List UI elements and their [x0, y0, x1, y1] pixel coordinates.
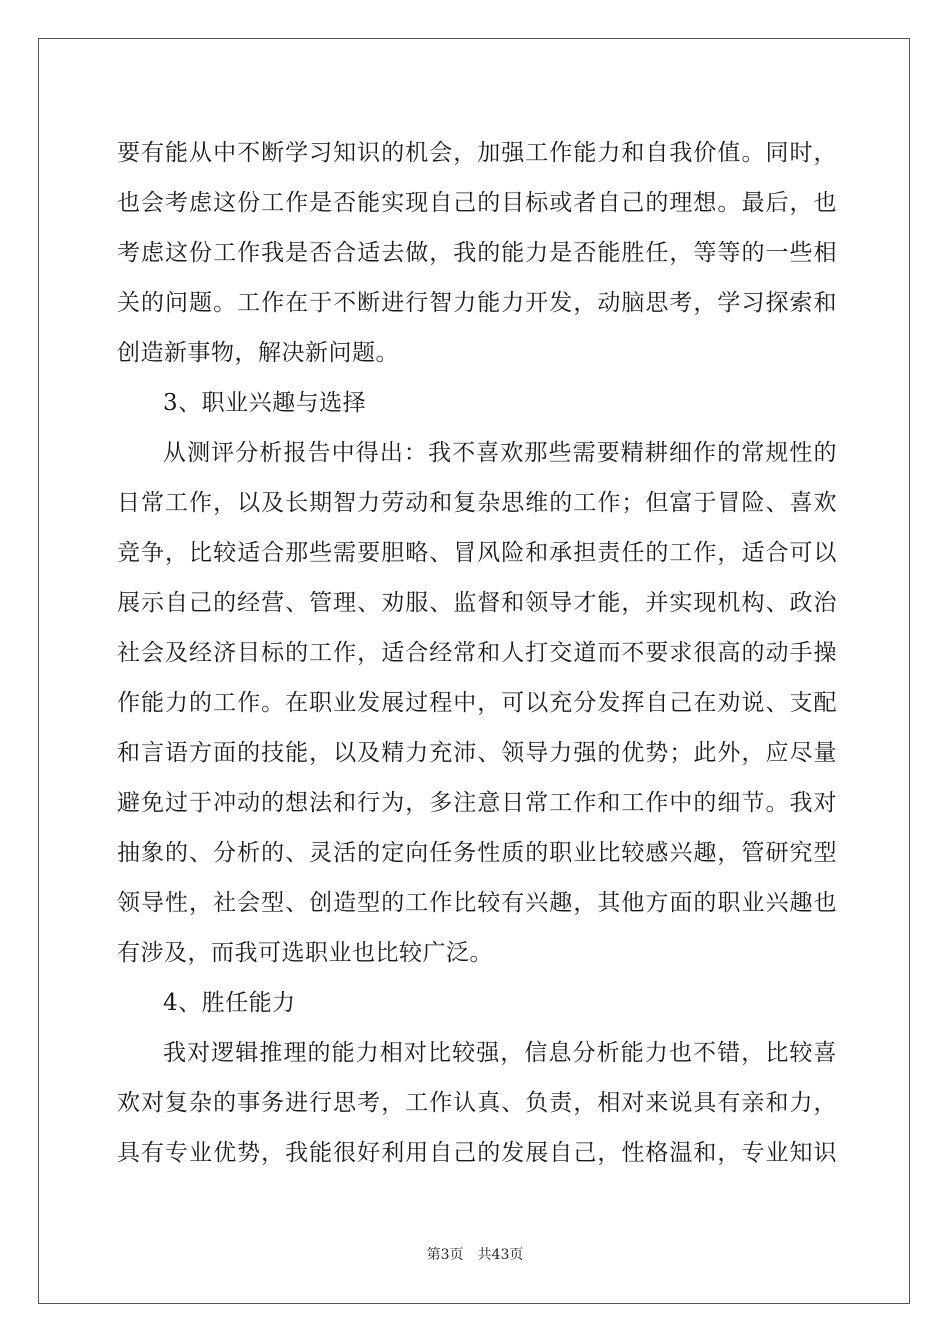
text-line: 抽象的、分析的、灵活的定向任务性质的职业比较感兴趣，管研究型 — [117, 840, 837, 866]
page-total: 共43页 — [477, 1247, 524, 1263]
text-line: 也会考虑这份工作是否能实现自己的目标或者自己的理想。最后，也 — [117, 190, 837, 216]
text-line: 具有专业优势，我能很好利用自己的发展自己，性格温和，专业知识 — [117, 1140, 837, 1166]
text-line: 从测评分析报告中得出：我不喜欢那些需要精耕细作的常规性的 — [163, 440, 837, 466]
text-line: 和言语方面的技能，以及精力充沛、领导力强的优势；此外，应尽量 — [117, 740, 837, 766]
text-line: 欢对复杂的事务进行思考，工作认真、负责，相对来说具有亲和力， — [117, 1090, 837, 1116]
page-number: 第3页 — [426, 1247, 464, 1263]
text-line: 有涉及，而我可选职业也比较广泛。 — [117, 940, 493, 966]
text-line: 作能力的工作。在职业发展过程中，可以充分发挥自己在劝说、支配 — [117, 690, 837, 716]
paragraph-2 — [117, 428, 837, 978]
text-line: 要有能从中不断学习知识的机会，加强工作能力和自我价值。同时， — [117, 140, 837, 166]
text-line: 社会及经济目标的工作，适合经常和人打交道而不要求很高的动手操 — [117, 640, 837, 666]
text-line: 关的问题。工作在于不断进行智力能力开发，动脑思考，学习探索和 — [117, 290, 837, 316]
document-body — [117, 128, 837, 1178]
text-line: 创造新事物，解决新问题。 — [117, 340, 399, 366]
section-heading-4: 4、胜任能力 — [163, 990, 296, 1016]
section-heading-3: 3、职业兴趣与选择 — [163, 390, 367, 416]
text-line: 我对逻辑推理的能力相对比较强，信息分析能力也不错，比较喜 — [163, 1040, 837, 1066]
text-line: 领导性，社会型、创造型的工作比较有兴趣，其他方面的职业兴趣也 — [117, 890, 837, 916]
paragraph-3 — [117, 1028, 837, 1178]
text-line: 日常工作，以及长期智力劳动和复杂思维的工作；但富于冒险、喜欢 — [117, 490, 837, 516]
text-line: 展示自己的经营、管理、劝服、监督和领导才能，并实现机构、政治 — [117, 590, 837, 616]
text-line: 竞争，比较适合那些需要胆略、冒风险和承担责任的工作，适合可以 — [117, 540, 837, 566]
page-footer — [0, 1244, 950, 1264]
paragraph-1 — [117, 128, 837, 378]
text-line: 考虑这份工作我是否合适去做，我的能力是否能胜任，等等的一些相 — [117, 240, 837, 266]
text-line: 避免过于冲动的想法和行为，多注意日常工作和工作中的细节。我对 — [117, 790, 837, 816]
